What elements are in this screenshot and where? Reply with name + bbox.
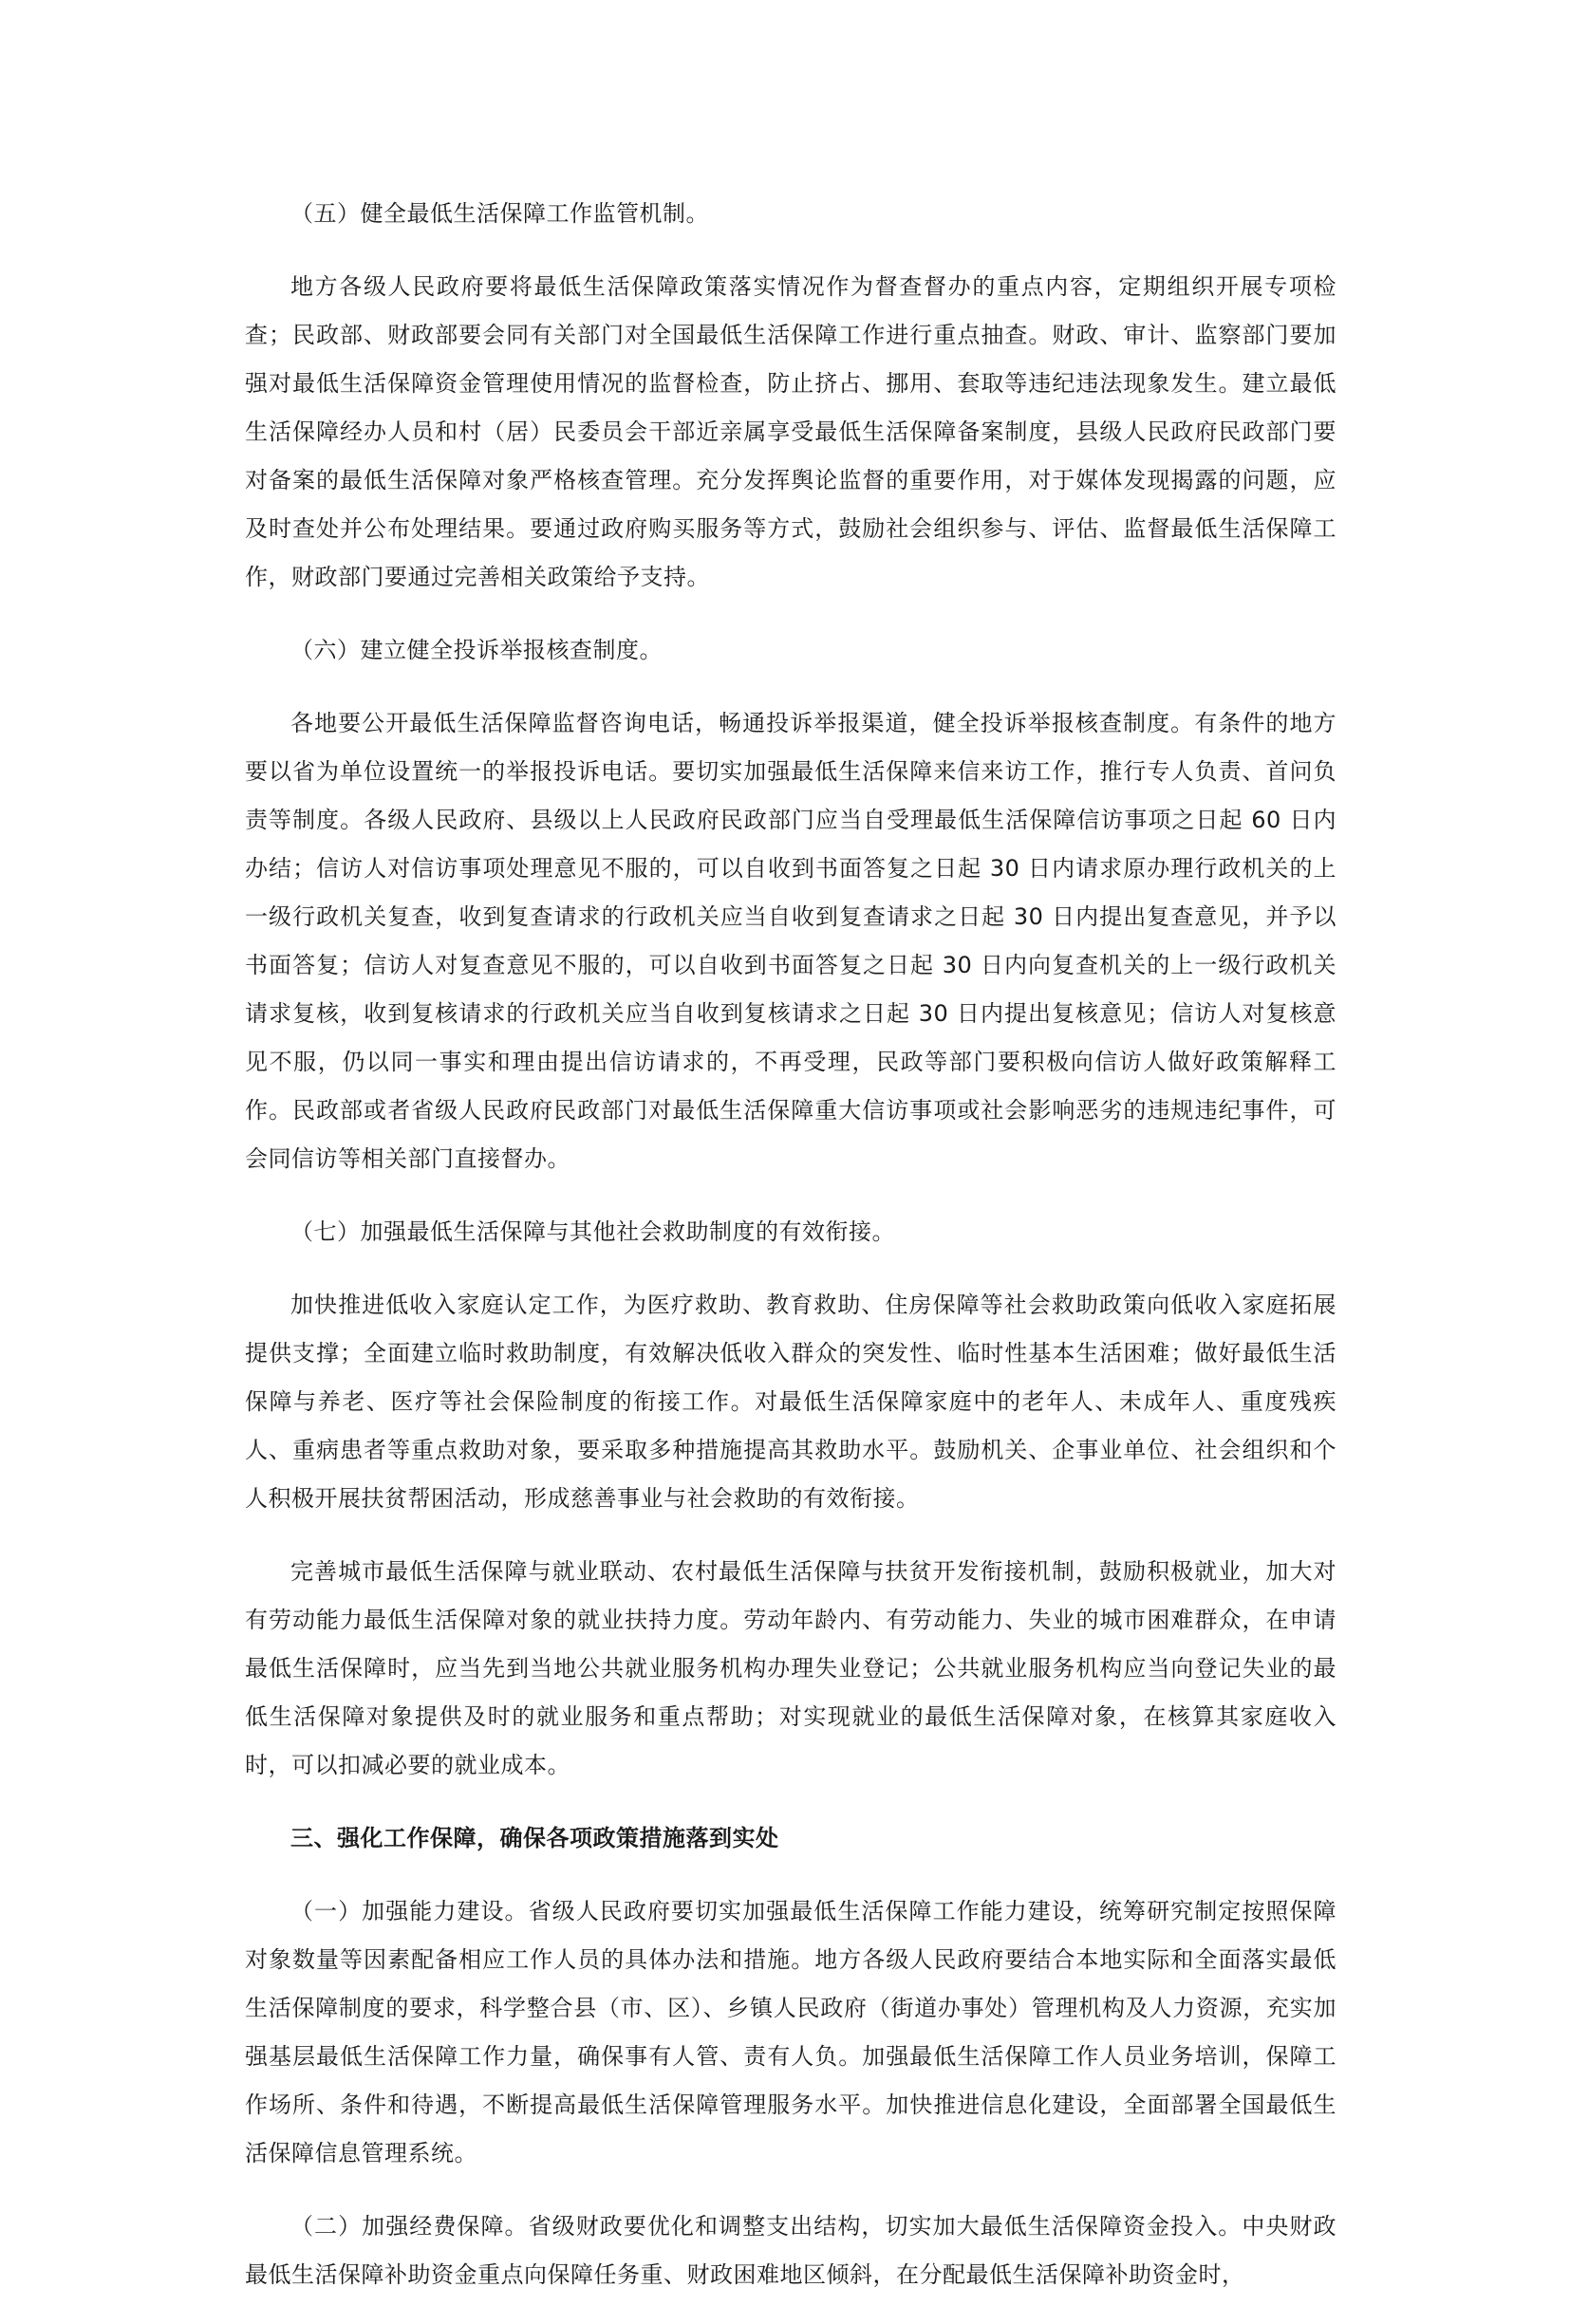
section-heading-3: 三、强化工作保障，确保各项政策措施落到实处 bbox=[290, 1825, 779, 1851]
paragraph-capacity: （一）加强能力建设。省级人民政府要切实加强最低生活保障工作能力建设，统筹研究制定按照保障对象数量等因素配备相应工作人员的具体办法和措施。地方各级人民政府要结合本地实际和全面落实最低生活保障制度的要求，科学整合县（市、区）、乡镇人民政府（街道办事处）管理机构及人力资源，充实加强基层最低生活保障工作力量，确保事有人管、责有人负。加强最低生活保障工作人员业务培训，保障工作场所、条件和待遇，不断提高最低生活保障管理服务水平。加快推进信息化建设，全面部署全国最低生活保障信息管理系统。 bbox=[245, 1898, 1336, 2166]
subsection-heading-5: （五）健全最低生活保障工作监管机制。 bbox=[290, 200, 709, 227]
paragraph-employment: 完善城市最低生活保障与就业联动、农村最低生活保障与扶贫开发衔接机制，鼓励积极就业，加大对有劳动能力最低生活保障对象的就业扶持力度。劳动年龄内、有劳动能力、失业的城市困难群众，在申请最低生活保障时，应当先到当地公共就业服务机构办理失业登记；公共就业服务机构应当向登记失业的最低生活保障对象提供及时的就业服务和重点帮助；对实现就业的最低生活保障对象，在核算其家庭收入时，可以扣减必要的就业成本。 bbox=[245, 1558, 1336, 1778]
subsection-heading-6: （六）建立健全投诉举报核查制度。 bbox=[290, 637, 663, 663]
subsection-heading-7: （七）加强最低生活保障与其他社会救助制度的有效衔接。 bbox=[290, 1218, 895, 1245]
paragraph-funding: （二）加强经费保障。省级财政要优化和调整支出结构，切实加大最低生活保障资金投入。中央财政最低生活保障补助资金重点向保障任务重、财政困难地区倾斜，在分配最低生活保障补助资金时， bbox=[245, 2213, 1336, 2288]
paragraph-low-income: 加快推进低收入家庭认定工作，为医疗救助、教育救助、住房保障等社会救助政策向低收入家庭拓展提供支撑；全面建立临时救助制度，有效解决低收入群众的突发性、临时性基本生活困难；做好最低生活保障与养老、医疗等社会保险制度的衔接工作。对最低生活保障家庭中的老年人、未成年人、重度残疾人、重病患者等重点救助对象，要采取多种措施提高其救助水平。鼓励机关、企事业单位、社会组织和个人积极开展扶贫帮困活动，形成慈善事业与社会救助的有效衔接。 bbox=[245, 1292, 1336, 1512]
paragraph-supervision: 地方各级人民政府要将最低生活保障政策落实情况作为督查督办的重点内容，定期组织开展专项检查；民政部、财政部要会同有关部门对全国最低生活保障工作进行重点抽查。财政、审计、监察部门要加强对最低生活保障资金管理使用情况的监督检查，防止挤占、挪用、套取等违纪违法现象发生。建立最低生活保障经办人员和村（居）民委员会干部近亲属享受最低生活保障备案制度，县级人民政府民政部门要对备案的最低生活保障对象严格核查管理。充分发挥舆论监督的重要作用，对于媒体发现揭露的问题，应及时查处并公布处理结果。要通过政府购买服务等方式，鼓励社会组织参与、评估、监督最低生活保障工作，财政部门要通过完善相关政策给予支持。 bbox=[245, 273, 1336, 590]
document-body bbox=[245, 190, 1336, 2324]
paragraph-complaints: 各地要公开最低生活保障监督咨询电话，畅通投诉举报渠道，健全投诉举报核查制度。有条件的地方要以省为单位设置统一的举报投诉电话。要切实加强最低生活保障来信来访工作，推行专人负责、首问负责等制度。各级人民政府、县级以上人民政府民政部门应当自受理最低生活保障信访事项之日起 60 日内办结；信访人对信访事项处理意见不服的，可以自收到书面答复之日起 30 日内请求原办理行政机关的上一级行政机关复查，收到复查请求的行政机关应当自收到复查请求之日起 30 日内提出复查意见，并予以书面答复；信访人对复查意见不服的，可以自收到书面答复之日起 30 日内向复查机关的上一级行政机关请求复核，收到复核请求的行政机关应当自收到复核请求之日起 30 日内提出复核意见；信访人对复核意见不服，仍以同一事实和理由提出信访请求的，不再受理，民政等部门要积极向信访人做好政策解释工作。民政部或者省级人民政府民政部门对最低生活保障重大信访事项或社会影响恶劣的违规违纪事件，可会同信访等相关部门直接督办。 bbox=[245, 710, 1336, 1172]
